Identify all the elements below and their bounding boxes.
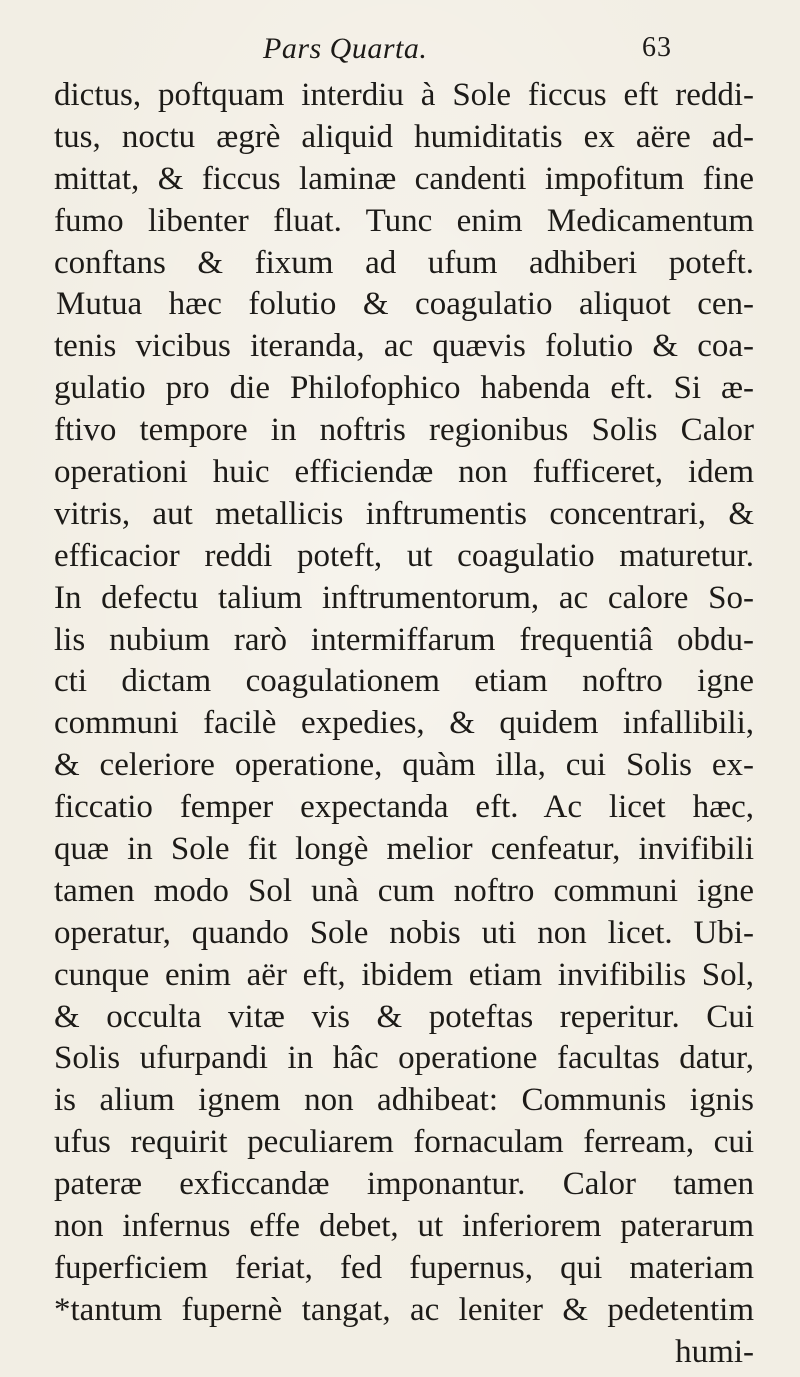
text-line: vitris, aut metallicis inftrumentis concentrari, & bbox=[54, 495, 754, 532]
text-line: quæ in Sole fit longè melior cenfeatur, invifibili bbox=[54, 831, 754, 868]
text-line: Solis ufurpandi in hâc operatione facultas datur, bbox=[54, 1040, 754, 1077]
text-line: fumo libenter fluat. Tunc enim Medicamentum bbox=[54, 202, 754, 239]
text-line: non infernus effe debet, ut inferiorem paterarum bbox=[54, 1208, 754, 1245]
text-line: In defectu talium inftrumentorum, ac calore So- bbox=[54, 579, 754, 616]
page-header bbox=[0, 30, 800, 70]
text-line: cunque enim aër eft, ibidem etiam invifibilis Sol, bbox=[54, 956, 754, 993]
text-line: dictus, poftquam interdiu à Sole ficcus eft reddi- bbox=[54, 77, 754, 113]
running-title: Pars Quarta. bbox=[263, 32, 428, 65]
text-line: ficcatio femper expectanda eft. Ac licet hæc, bbox=[54, 789, 754, 826]
catchword: humi- bbox=[675, 1333, 754, 1370]
text-line: Mutua hæc folutio & coagulatio aliquot cen- bbox=[56, 286, 754, 323]
text-line: is alium ignem non adhibeat: Communis ignis bbox=[54, 1082, 754, 1119]
text-line: & celeriore operatione, quàm illa, cui Solis ex- bbox=[54, 747, 754, 784]
text-line: operationi huic efficiendæ non fufficeret, idem bbox=[54, 454, 754, 491]
text-line: communi facilè expedies, & quidem infallibili, bbox=[54, 705, 754, 742]
text-line: tamen modo Sol unà cum noftro communi igne bbox=[54, 872, 754, 909]
text-line: lis nubium rarò intermiffarum frequentiâ obdu- bbox=[54, 621, 754, 658]
text-line: cti dictam coagulationem etiam noftro igne bbox=[54, 663, 754, 700]
text-line: fuperficiem feriat, fed fupernus, qui materiam bbox=[54, 1249, 754, 1286]
text-line: pateræ exficcandæ imponantur. Calor tamen bbox=[54, 1166, 754, 1203]
page-number: 63 bbox=[642, 32, 672, 63]
text-line: efficacior reddi poteft, ut coagulatio maturetur. bbox=[54, 537, 754, 574]
text-line: conftans & fixum ad ufum adhiberi poteft. bbox=[54, 244, 754, 281]
text-line: operatur, quando Sole nobis uti non licet. Ubi- bbox=[54, 914, 754, 951]
text-line: *tantum fupernè tangat, ac leniter & pedetentim bbox=[54, 1291, 754, 1328]
body-text bbox=[54, 75, 754, 1374]
text-line: tus, noctu ægrè aliquid humiditatis ex aëre ad- bbox=[54, 118, 754, 155]
text-line: & occulta vitæ vis & poteftas reperitur. Cui bbox=[54, 998, 754, 1035]
text-line: tenis vicibus iteranda, ac quævis folutio & coa- bbox=[54, 328, 754, 365]
text-line: gulatio pro die Philofophico habenda eft. Si æ- bbox=[54, 370, 754, 407]
text-line: mittat, & ficcus laminæ candenti impofitum fine bbox=[54, 160, 754, 197]
text-line: ufus requirit peculiarem fornaculam ferream, cui bbox=[54, 1124, 754, 1161]
text-line: ftivo tempore in noftris regionibus Solis Calor bbox=[54, 412, 754, 449]
